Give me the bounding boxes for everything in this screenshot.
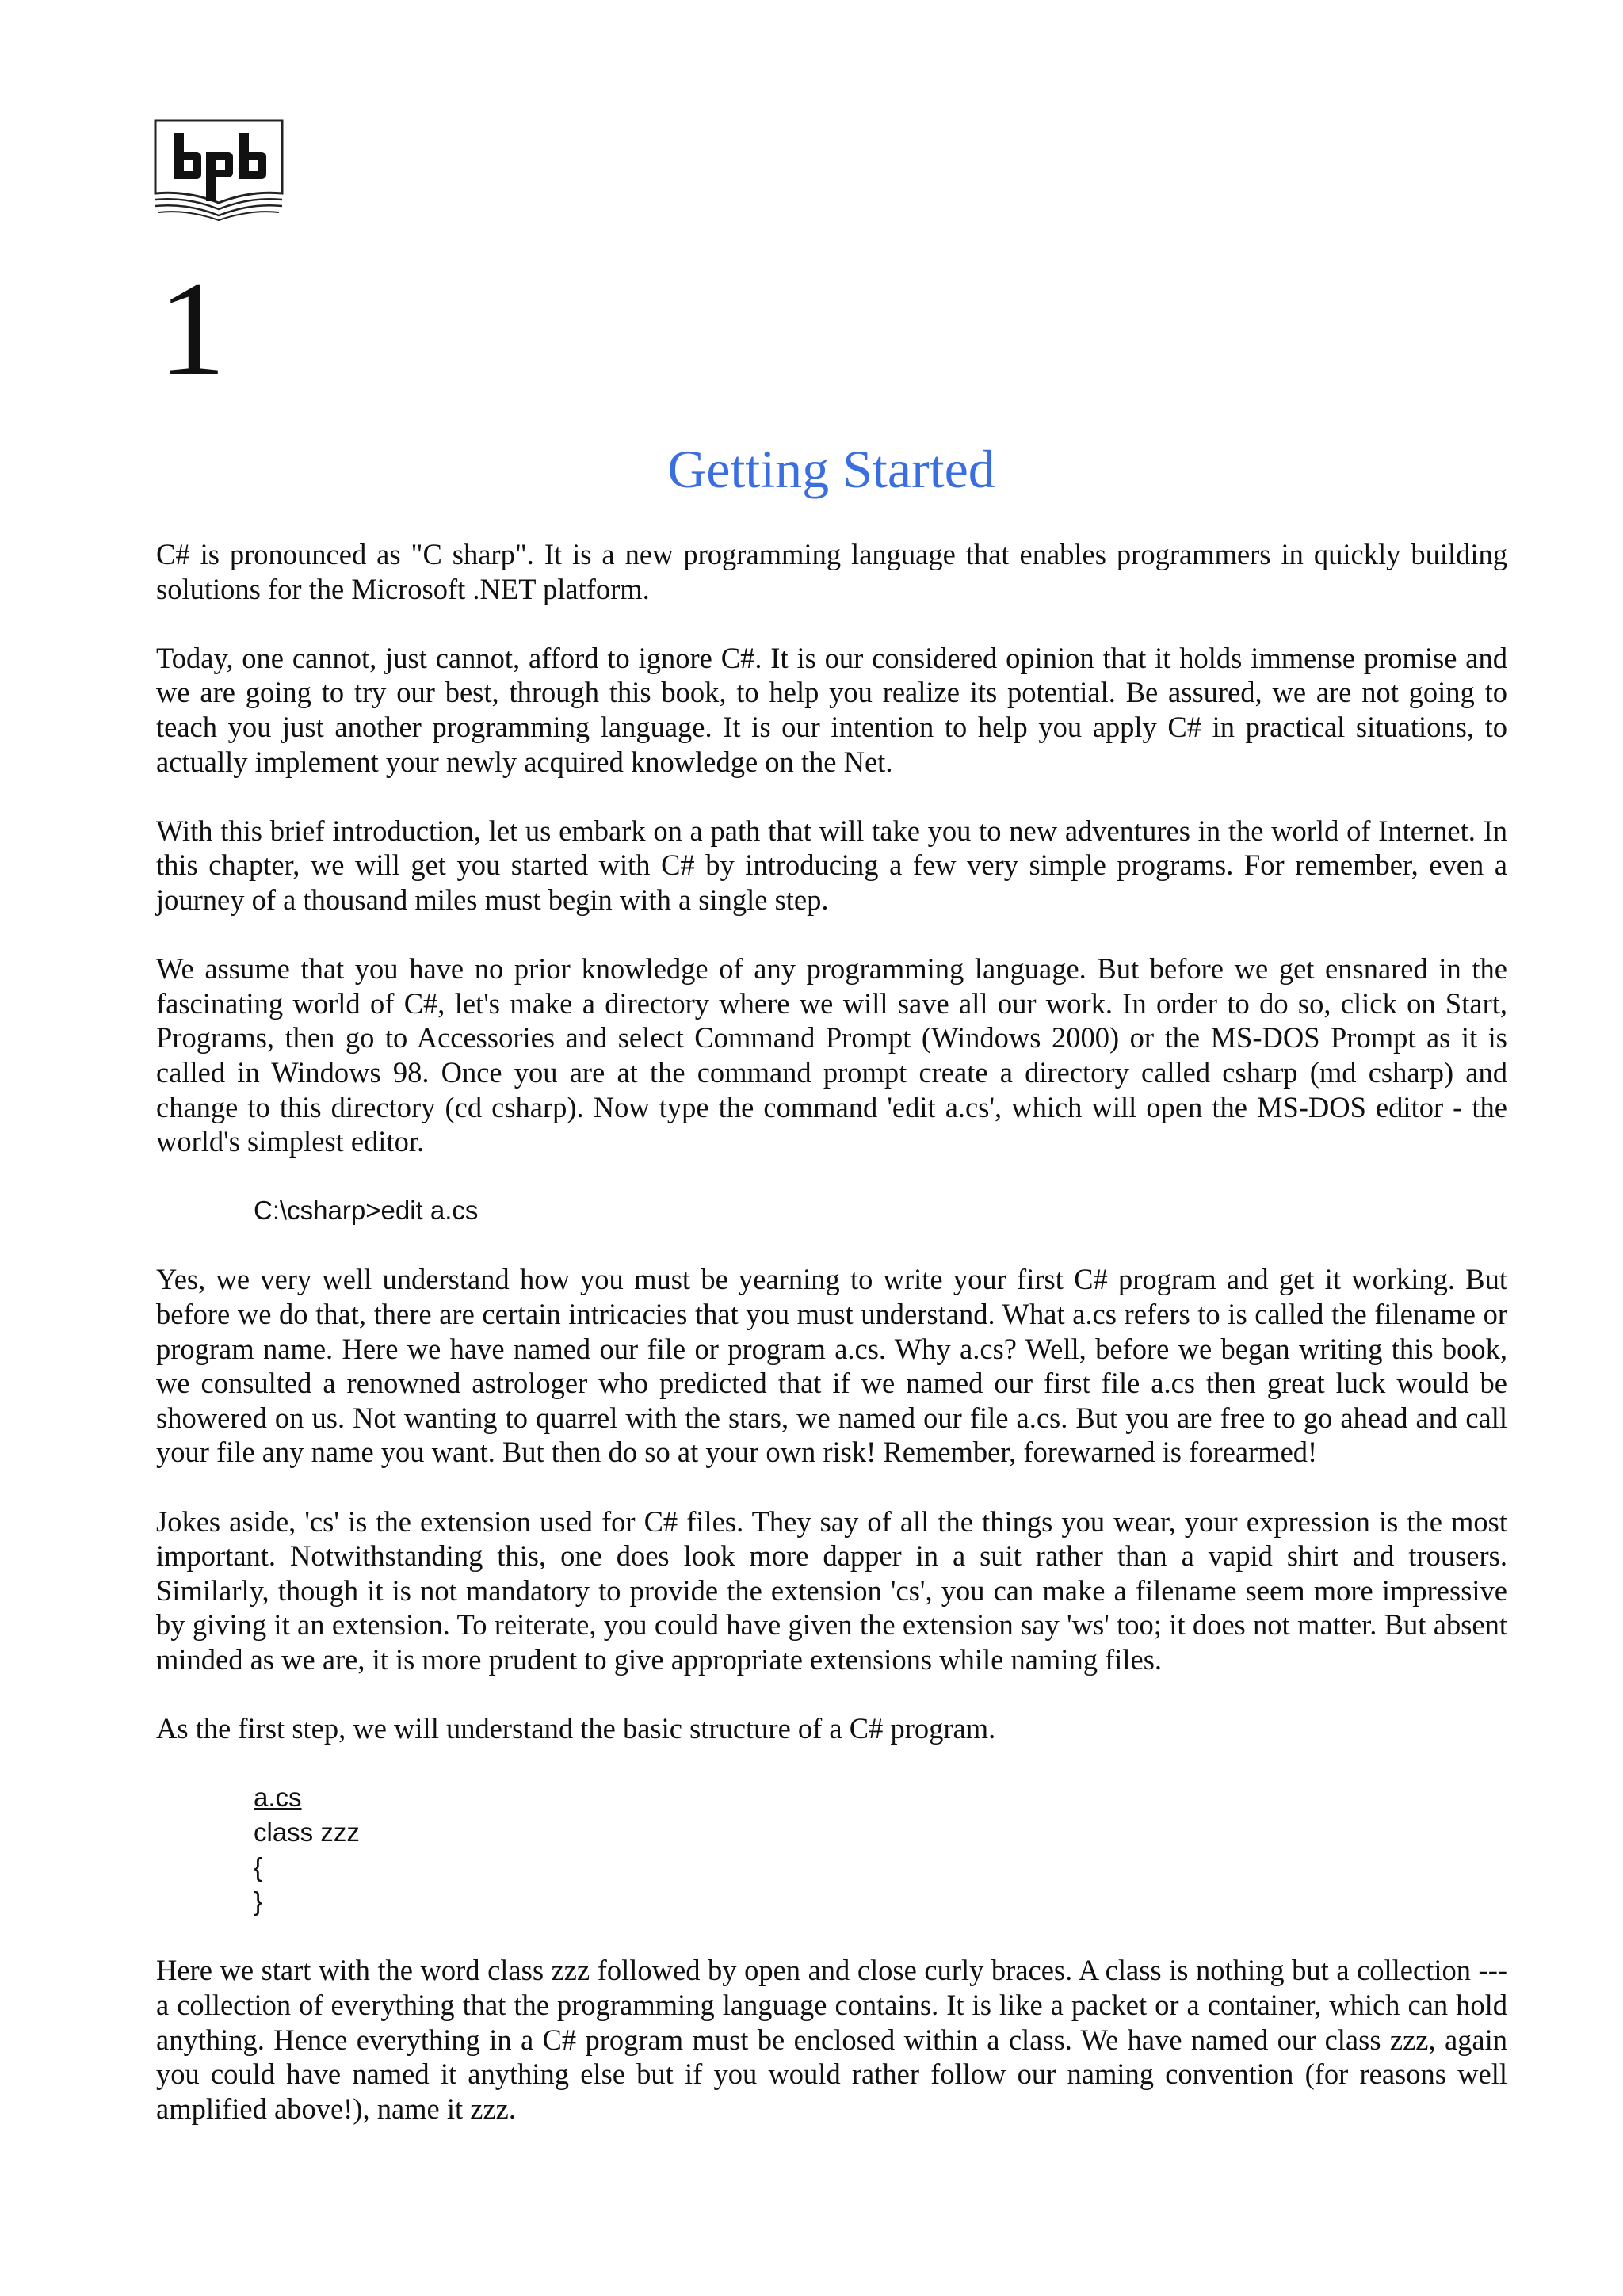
paragraph: With this brief introduction, let us embark on a path that will take you to new adventures in the world of Internet. In this chapter, we will get you started with C# by introducing a few very simple programs. For remember, even a journey of a thousand miles must begin with a single step. [156,814,1507,916]
chapter-number: 1 [158,254,226,403]
paragraph: We assume that you have no prior knowledge of any programming language. But before we get ensnared in the fascinating world of C#, let's make a directory where we will save all our work. In order to do so, click on Start, Programs, then go to Accessories and select Command Prompt (Windows 2000) or the MS-DOS Prompt as it is called in Windows 98. Once you are at the command prompt create a directory called csharp (md csharp) and change to this directory (cd csharp). Now type the command 'edit a.cs', which will open the MS-DOS editor - the world's simplest editor. [156,952,1507,1158]
code-line: C:\csharp>edit a.cs [254,1196,479,1226]
chapter-title: Getting Started [667,439,995,499]
code-filename: a.cs [254,1783,302,1813]
code-line: } [254,1886,263,1917]
paragraph: As the first step, we will understand the basic structure of a C# program. [156,1712,996,1745]
code-line: { [254,1852,263,1882]
book-logo-icon [151,117,287,222]
paragraph: Today, one cannot, just cannot, afford to ignore C#. It is our considered opinion that it holds immense promise and we are going to try our best, through this book, to help you realize its potential. Be assured, we are not going to teach you just another programming language. It is our intention to help you apply C# in practical situations, to actually implement your newly acquired knowledge on the Net. [156,641,1507,778]
paragraph: Jokes aside, 'cs' is the extension used for C# files. They say of all the things you wear, your expression is the most important. Notwithstanding this, one does look more dapper in a suit rather than a vapid shirt and trousers. Similarly, though it is not mandatory to provide the extension 'cs', you can make a filename seem more impressive by giving it an extension. To reiterate, you could have given the extension say 'ws' too; it does not matter. But absent minded as we are, it is more prudent to give appropriate extensions while naming files. [156,1505,1507,1676]
code-line: class zzz [254,1817,360,1847]
paragraph: C# is pronounced as "C sharp". It is a new programming language that enables programmers in quickly building solutions for the Microsoft .NET platform. [156,538,1507,605]
command-line-example [156,1193,1507,1228]
chapter-body [156,537,1507,2161]
paragraph: Yes, we very well understand how you must be yearning to write your first C# program and get it working. But before we do that, there are certain intricacies that you must understand. What a.cs refers to is called the filename or program name. Here we have named our file or program a.cs. Why a.cs? Well, before we began writing this book, we consulted a renowned astrologer who predicted that if we named our first file a.cs then great luck would be showered on us. Not wanting to quarrel with the stars, we named our file a.cs. But you are free to go ahead and call your file any name you want. But then do so at your own risk! Remember, forewarned is forearmed! [156,1263,1507,1469]
paragraph: Here we start with the word class zzz followed by open and close curly braces. A class is nothing but a collection --- a collection of everything that the programming language contains. It is like a packet or a container, which can hold anything. Hence everything in a C# program must be enclosed within a class. We have named our class zzz, again you could have named it anything else but if you would rather follow our naming convention (for reasons well amplified above!), name it zzz. [156,1954,1507,2125]
code-listing [156,1780,1507,1918]
